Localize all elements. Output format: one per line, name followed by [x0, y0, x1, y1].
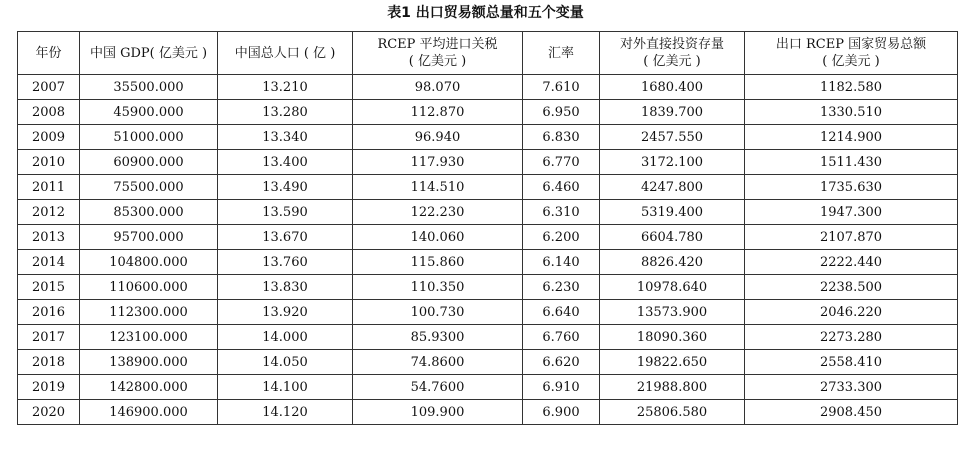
- year-cell: 2014: [18, 250, 80, 275]
- value-cell: 138900.000: [80, 350, 218, 375]
- value-cell: 19822.650: [600, 350, 745, 375]
- value-cell: 14.100: [218, 375, 353, 400]
- value-cell: 122.230: [353, 200, 523, 225]
- year-cell: 2007: [18, 75, 80, 100]
- value-cell: 51000.000: [80, 125, 218, 150]
- table-row: [18, 275, 958, 300]
- value-cell: 6.910: [523, 375, 600, 400]
- column-header-line: 对外直接投资存量: [619, 37, 724, 52]
- value-cell: 109.900: [353, 400, 523, 425]
- table-row: [18, 225, 958, 250]
- value-cell: 96.940: [353, 125, 523, 150]
- value-cell: 45900.000: [80, 100, 218, 125]
- value-cell: 14.120: [218, 400, 353, 425]
- value-cell: 110600.000: [80, 275, 218, 300]
- value-cell: 13.210: [218, 75, 353, 100]
- year-cell: 2020: [18, 400, 80, 425]
- table-row: [18, 300, 958, 325]
- value-cell: 1214.900: [745, 125, 958, 150]
- value-cell: 1839.700: [600, 100, 745, 125]
- value-cell: 1680.400: [600, 75, 745, 100]
- value-cell: 2908.450: [745, 400, 958, 425]
- table-row: [18, 350, 958, 375]
- column-header-line: 年份: [35, 45, 62, 61]
- table-row: [18, 125, 958, 150]
- value-cell: 117.930: [353, 150, 523, 175]
- column-header-line: 出口 RCEP 国家贸易总额: [775, 37, 927, 52]
- year-cell: 2017: [18, 325, 80, 350]
- year-cell: 2016: [18, 300, 80, 325]
- column-header: [18, 32, 80, 75]
- value-cell: 1330.510: [745, 100, 958, 125]
- value-cell: 13.830: [218, 275, 353, 300]
- value-cell: 35500.000: [80, 75, 218, 100]
- year-cell: 2015: [18, 275, 80, 300]
- table-row: [18, 100, 958, 125]
- table-row: [18, 150, 958, 175]
- value-cell: 6.230: [523, 275, 600, 300]
- value-cell: 2222.440: [745, 250, 958, 275]
- column-header-line: 中国 GDP( 亿美元 ): [89, 45, 208, 61]
- value-cell: 98.070: [353, 75, 523, 100]
- value-cell: 6.760: [523, 325, 600, 350]
- table-row: [18, 325, 958, 350]
- value-cell: 95700.000: [80, 225, 218, 250]
- value-cell: 2457.550: [600, 125, 745, 150]
- value-cell: 13.760: [218, 250, 353, 275]
- value-cell: 6.770: [523, 150, 600, 175]
- table-row: [18, 75, 958, 100]
- year-cell: 2012: [18, 200, 80, 225]
- value-cell: 6.310: [523, 200, 600, 225]
- column-header: [218, 32, 353, 75]
- value-cell: 25806.580: [600, 400, 745, 425]
- value-cell: 5319.400: [600, 200, 745, 225]
- value-cell: 2558.410: [745, 350, 958, 375]
- table-row: [18, 250, 958, 275]
- value-cell: 10978.640: [600, 275, 745, 300]
- value-cell: 6.620: [523, 350, 600, 375]
- value-cell: 13.400: [218, 150, 353, 175]
- value-cell: 100.730: [353, 300, 523, 325]
- value-cell: 1735.630: [745, 175, 958, 200]
- value-cell: 123100.000: [80, 325, 218, 350]
- year-cell: 2018: [18, 350, 80, 375]
- value-cell: 6.830: [523, 125, 600, 150]
- column-header-line: 中国总人口 ( 亿 ): [234, 45, 336, 61]
- value-cell: 112300.000: [80, 300, 218, 325]
- value-cell: 14.050: [218, 350, 353, 375]
- column-header-line: ( 亿美元 ): [822, 54, 880, 69]
- value-cell: 7.610: [523, 75, 600, 100]
- value-cell: 1947.300: [745, 200, 958, 225]
- value-cell: 2046.220: [745, 300, 958, 325]
- value-cell: 18090.360: [600, 325, 745, 350]
- column-header: [353, 32, 523, 75]
- value-cell: 13.490: [218, 175, 353, 200]
- year-cell: 2008: [18, 100, 80, 125]
- column-header-line: RCEP 平均进口关税: [377, 37, 498, 52]
- year-cell: 2019: [18, 375, 80, 400]
- column-header-line: ( 亿美元 ): [408, 54, 467, 69]
- year-cell: 2013: [18, 225, 80, 250]
- column-header: [523, 32, 600, 75]
- value-cell: 6.640: [523, 300, 600, 325]
- value-cell: 2107.870: [745, 225, 958, 250]
- value-cell: 6.140: [523, 250, 600, 275]
- value-cell: 21988.800: [600, 375, 745, 400]
- year-cell: 2011: [18, 175, 80, 200]
- table-row: [18, 375, 958, 400]
- column-header-line: 汇率: [547, 45, 574, 61]
- value-cell: 110.350: [353, 275, 523, 300]
- year-cell: 2010: [18, 150, 80, 175]
- value-cell: 142800.000: [80, 375, 218, 400]
- value-cell: 2273.280: [745, 325, 958, 350]
- value-cell: 4247.800: [600, 175, 745, 200]
- value-cell: 14.000: [218, 325, 353, 350]
- value-cell: 85.9300: [353, 325, 523, 350]
- value-cell: 13.340: [218, 125, 353, 150]
- value-cell: 6604.780: [600, 225, 745, 250]
- value-cell: 140.060: [353, 225, 523, 250]
- value-cell: 104800.000: [80, 250, 218, 275]
- value-cell: 114.510: [353, 175, 523, 200]
- column-header-line: ( 亿美元 ): [643, 54, 701, 69]
- value-cell: 13573.900: [600, 300, 745, 325]
- table-row: [18, 200, 958, 225]
- table-row: [18, 400, 958, 425]
- value-cell: 13.920: [218, 300, 353, 325]
- value-cell: 6.950: [523, 100, 600, 125]
- value-cell: 6.460: [523, 175, 600, 200]
- table-row: [18, 175, 958, 200]
- column-header: [80, 32, 218, 75]
- value-cell: 115.860: [353, 250, 523, 275]
- data-table: [17, 31, 958, 425]
- header-row: [18, 32, 958, 75]
- value-cell: 75500.000: [80, 175, 218, 200]
- value-cell: 112.870: [353, 100, 523, 125]
- value-cell: 1511.430: [745, 150, 958, 175]
- value-cell: 6.900: [523, 400, 600, 425]
- column-header: [600, 32, 745, 75]
- value-cell: 1182.580: [745, 75, 958, 100]
- value-cell: 2238.500: [745, 275, 958, 300]
- column-header: [745, 32, 958, 75]
- value-cell: 74.8600: [353, 350, 523, 375]
- value-cell: 6.200: [523, 225, 600, 250]
- year-cell: 2009: [18, 125, 80, 150]
- value-cell: 54.7600: [353, 375, 523, 400]
- value-cell: 3172.100: [600, 150, 745, 175]
- table-body: [18, 75, 958, 425]
- value-cell: 13.670: [218, 225, 353, 250]
- value-cell: 85300.000: [80, 200, 218, 225]
- value-cell: 60900.000: [80, 150, 218, 175]
- value-cell: 13.590: [218, 200, 353, 225]
- value-cell: 146900.000: [80, 400, 218, 425]
- table-title: 表1 出口贸易额总量和五个变量: [387, 5, 584, 21]
- value-cell: 8826.420: [600, 250, 745, 275]
- value-cell: 13.280: [218, 100, 353, 125]
- value-cell: 2733.300: [745, 375, 958, 400]
